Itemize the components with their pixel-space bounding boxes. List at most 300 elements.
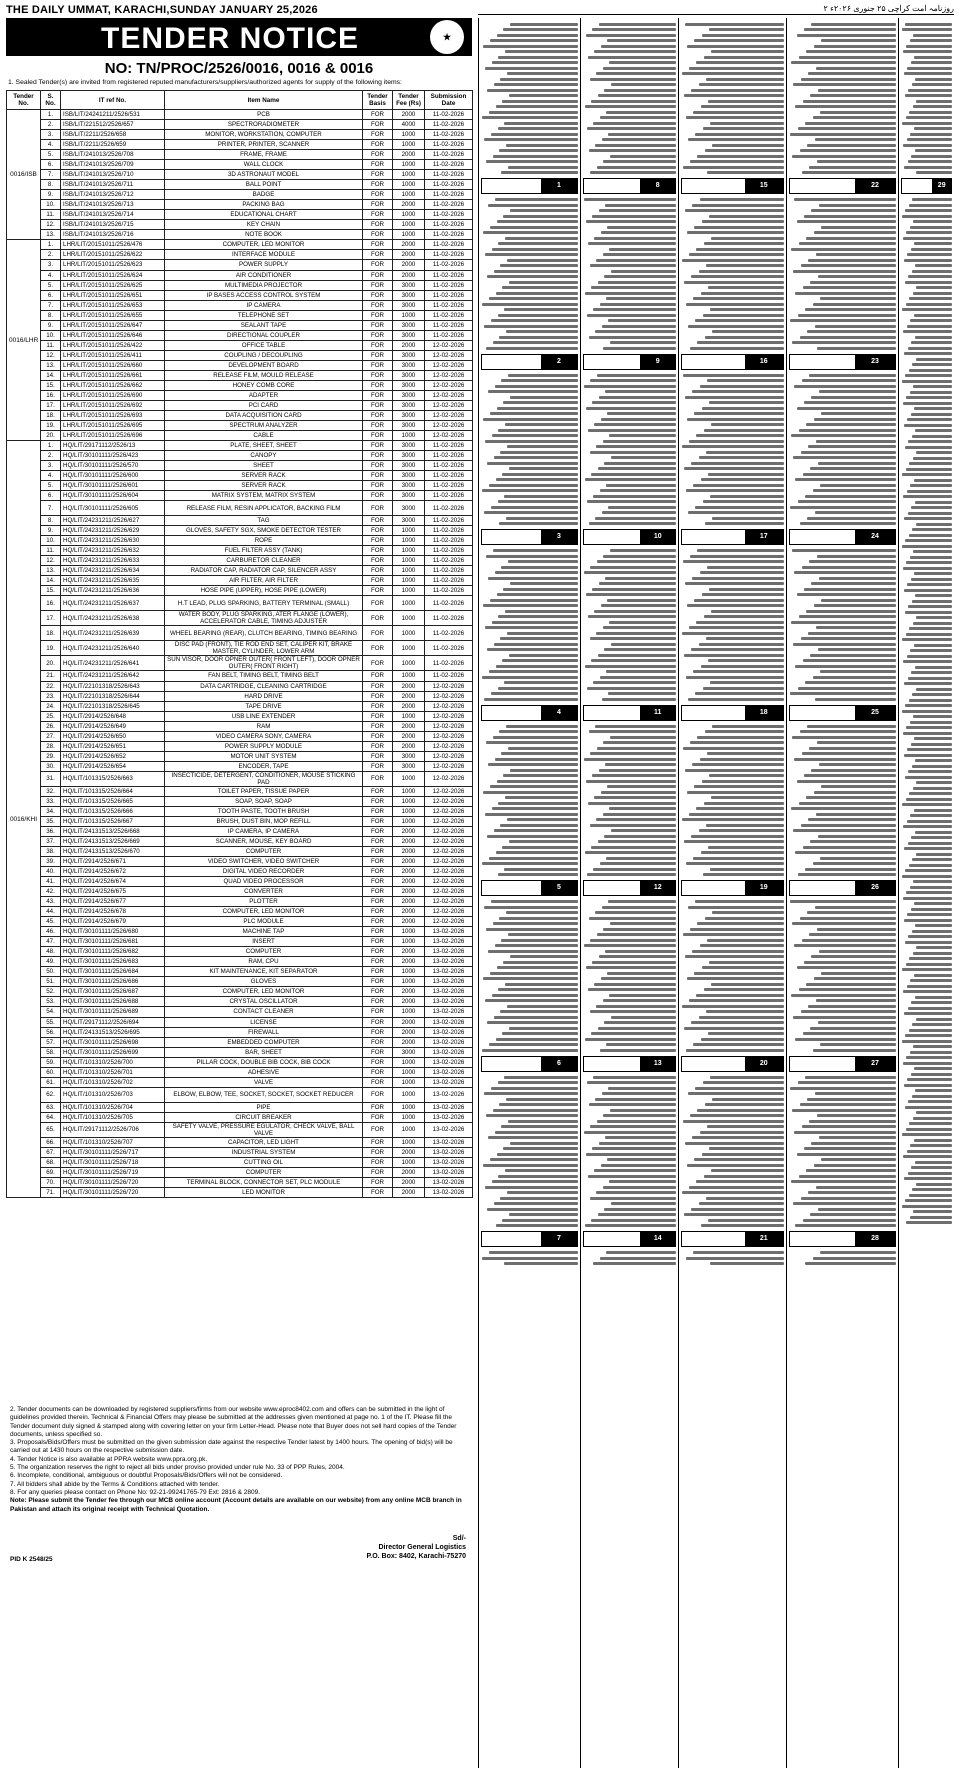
urdu-text-line <box>807 144 896 147</box>
urdu-text-line <box>699 270 784 273</box>
urdu-text-line <box>502 100 578 103</box>
tender-fee-cell: 2000 <box>393 721 425 731</box>
urdu-text-line <box>587 314 676 317</box>
urdu-text-line <box>682 445 784 448</box>
urdu-text-line <box>496 1038 578 1041</box>
table-row <box>7 967 473 977</box>
urdu-text-line <box>909 864 952 867</box>
urdu-text-line <box>711 796 784 799</box>
item-name-cell: HONEY COMB CORE <box>165 380 363 390</box>
urdu-text-line <box>604 275 676 278</box>
urdu-text-line <box>584 385 676 388</box>
table-row <box>7 180 473 190</box>
urdu-text-line <box>911 61 952 64</box>
submission-date-cell: 11-02-2026 <box>425 320 473 330</box>
it-ref-cell: HQ/LIT/2914/2526/654 <box>61 761 165 771</box>
it-ref-cell: HQ/LIT/24231211/2526/637 <box>61 596 165 611</box>
it-ref-cell: HQ/LIT/30101111/2526/719 <box>61 1167 165 1177</box>
note-item: 8. For any queries please contact on Phone No: 92-21-99241765-79 Ext: 2816 & 2809. <box>10 1488 261 1496</box>
urdu-text-line <box>588 802 676 805</box>
urdu-text-line <box>498 314 579 317</box>
table-row <box>7 400 473 410</box>
urdu-text-line <box>693 1251 784 1254</box>
urdu-text-line <box>904 847 952 850</box>
tender-basis-cell: FOR <box>363 771 393 786</box>
section-number: 13 <box>640 1057 675 1071</box>
urdu-text-line <box>803 1032 896 1035</box>
urdu-text-line <box>704 615 784 618</box>
urdu-text-line <box>609 61 676 64</box>
tender-basis-cell: FOR <box>363 927 393 937</box>
serial-cell: 24. <box>41 701 61 711</box>
it-ref-cell: HQ/LIT/30101111/2526/717 <box>61 1147 165 1157</box>
urdu-text-line <box>491 1087 578 1090</box>
urdu-text-line <box>702 966 784 969</box>
urdu-text-line <box>795 478 896 481</box>
urdu-text-line <box>685 396 784 399</box>
tender-fee-cell: 3000 <box>393 451 425 461</box>
urdu-text-line <box>505 423 578 426</box>
urdu-text-line <box>811 1142 896 1145</box>
urdu-text-line <box>695 900 784 903</box>
urdu-text-line <box>605 1136 676 1139</box>
item-name-cell: COMPUTER, LED MONITOR <box>165 907 363 917</box>
urdu-text-line <box>798 500 896 503</box>
serial-cell: 6. <box>41 160 61 170</box>
item-name-cell: MOTOR UNIT SYSTEM <box>165 751 363 761</box>
urdu-text-line <box>703 314 784 317</box>
urdu-text-line <box>697 155 784 158</box>
urdu-text-line <box>590 752 676 755</box>
table-row <box>7 556 473 566</box>
serial-cell: 70. <box>41 1177 61 1187</box>
urdu-text-line <box>913 622 952 625</box>
submission-date-cell: 13-02-2026 <box>425 1057 473 1067</box>
urdu-text-line <box>605 950 676 953</box>
urdu-text-line <box>915 501 952 504</box>
urdu-text-line <box>905 374 952 377</box>
urdu-text-line <box>483 791 578 794</box>
urdu-text-line <box>794 571 896 574</box>
serial-cell: 5. <box>41 280 61 290</box>
urdu-text-line <box>608 900 676 903</box>
note-item: 3. Proposals/Bids/Offers must be submitted on the given submission date against the respective Tender latest by 1400 hours. The opening of bid(s) will be carried out at 1430 hours on the respective submission date. <box>10 1439 453 1455</box>
urdu-text-line <box>489 1251 578 1254</box>
urdu-text-line <box>814 231 896 234</box>
urdu-text-line <box>491 900 578 903</box>
tender-fee-cell: 3000 <box>393 461 425 471</box>
urdu-text-line <box>817 741 896 744</box>
tender-fee-cell: 3000 <box>393 410 425 420</box>
submission-date-cell: 13-02-2026 <box>425 1167 473 1177</box>
urdu-section-header <box>681 529 784 545</box>
tender-basis-cell: FOR <box>363 410 393 420</box>
urdu-text-line <box>794 198 896 201</box>
urdu-text-line <box>710 868 784 871</box>
urdu-text-line <box>498 615 578 618</box>
urdu-text-line <box>902 545 952 548</box>
urdu-text-line <box>813 1049 896 1052</box>
section-number: 24 <box>855 530 895 544</box>
urdu-text-line <box>911 1073 952 1076</box>
urdu-text-line <box>908 1007 952 1010</box>
item-name-cell: COMPUTER <box>165 846 363 856</box>
urdu-text-line <box>594 237 676 240</box>
urdu-text-line <box>911 155 952 158</box>
urdu-text-line <box>916 1018 952 1021</box>
tender-fee-cell: 1000 <box>393 160 425 170</box>
urdu-text-line <box>602 511 676 514</box>
urdu-text-line <box>496 665 578 668</box>
submission-date-cell: 13-02-2026 <box>425 1112 473 1122</box>
urdu-text-line <box>791 248 896 251</box>
section-number: 6 <box>541 1057 577 1071</box>
urdu-text-line <box>590 1125 676 1128</box>
item-name-cell: SAFETY VALVE, PRESSURE EGULATOR, CHECK VALVE, BALL VALVE <box>165 1122 363 1137</box>
urdu-text-line <box>598 654 676 657</box>
tender-basis-cell: FOR <box>363 360 393 370</box>
tender-fee-cell: 1000 <box>393 596 425 611</box>
urdu-text-line <box>916 1111 952 1114</box>
urdu-text-line <box>505 1169 578 1172</box>
urdu-text-line <box>907 325 952 328</box>
section-number: 3 <box>541 530 577 544</box>
table-row <box>7 796 473 806</box>
it-ref-cell: LHR/LIT/20151011/2526/661 <box>61 370 165 380</box>
urdu-text-line <box>603 741 676 744</box>
tender-basis-cell: FOR <box>363 1037 393 1047</box>
submission-date-cell: 13-02-2026 <box>425 987 473 997</box>
tender-fee-cell: 2000 <box>393 846 425 856</box>
item-name-cell: GLOVES <box>165 977 363 987</box>
tender-basis-cell: FOR <box>363 350 393 360</box>
urdu-text-line <box>908 512 952 515</box>
submission-date-cell: 11-02-2026 <box>425 220 473 230</box>
item-name-cell: CANOPY <box>165 451 363 461</box>
submission-date-cell: 13-02-2026 <box>425 1047 473 1057</box>
urdu-text-line <box>507 1191 578 1194</box>
urdu-text-line <box>706 451 784 454</box>
urdu-text-line <box>494 456 578 459</box>
urdu-text-line <box>502 473 578 476</box>
urdu-text-line <box>488 950 578 953</box>
urdu-text-line <box>693 297 784 300</box>
urdu-text-line <box>490 226 578 229</box>
item-name-cell: COMPUTER <box>165 947 363 957</box>
tender-basis-cell: FOR <box>363 516 393 526</box>
item-name-cell: ROPE <box>165 536 363 546</box>
urdu-text-line <box>509 840 578 843</box>
urdu-text-line <box>711 423 784 426</box>
urdu-text-line <box>696 994 784 997</box>
urdu-text-line <box>814 1164 896 1167</box>
urdu-text-line <box>708 286 784 289</box>
urdu-text-line <box>791 61 896 64</box>
urdu-news-page <box>478 4 954 1768</box>
urdu-text-line <box>485 813 578 816</box>
urdu-text-line <box>605 204 676 207</box>
urdu-text-line <box>908 605 952 608</box>
urdu-text-line <box>592 961 676 964</box>
urdu-text-line <box>915 996 952 999</box>
urdu-text-line <box>693 670 784 673</box>
urdu-text-line <box>505 610 578 613</box>
urdu-text-line <box>916 451 952 454</box>
submission-date-cell: 11-02-2026 <box>425 270 473 280</box>
urdu-text-line <box>606 111 676 114</box>
tender-fee-cell: 1000 <box>393 180 425 190</box>
table-row <box>7 1102 473 1112</box>
urdu-text-line <box>906 963 952 966</box>
urdu-text-line <box>906 1221 952 1224</box>
urdu-text-line <box>604 462 676 465</box>
tender-fee-cell: 1000 <box>393 431 425 441</box>
urdu-text-line <box>707 379 784 382</box>
it-ref-cell: LHR/LIT/20151011/2526/411 <box>61 350 165 360</box>
urdu-text-line <box>906 891 952 894</box>
urdu-text-line <box>497 407 578 410</box>
title-banner <box>6 18 472 56</box>
tender-fee-cell: 2000 <box>393 1167 425 1177</box>
urdu-text-line <box>682 1005 784 1008</box>
urdu-text-line <box>805 1262 896 1265</box>
urdu-text-line <box>815 138 896 141</box>
urdu-text-line <box>501 1125 578 1128</box>
urdu-text-line <box>903 1155 952 1158</box>
tender-fee-cell: 3000 <box>393 400 425 410</box>
urdu-text-line <box>799 1175 896 1178</box>
urdu-text-line <box>686 1049 784 1052</box>
tender-fee-cell: 1000 <box>393 786 425 796</box>
it-ref-cell: LHR/LIT/20151011/2526/422 <box>61 340 165 350</box>
urdu-text-line <box>510 769 578 772</box>
intro-text: 1. Sealed Tender(s) are invited from registered reputed manufacturers/suppliers/authorized agents for supply of the following items: <box>8 79 402 86</box>
it-ref-cell: HQ/LIT/2914/2526/677 <box>61 897 165 907</box>
urdu-text-line <box>491 506 578 509</box>
item-name-cell: PILLAR COCK, DOUBLE BIB COCK, BIB COCK <box>165 1057 363 1067</box>
serial-cell: 13. <box>41 566 61 576</box>
urdu-text-line <box>706 1197 784 1200</box>
urdu-text-line <box>906 45 952 48</box>
urdu-text-line <box>501 171 578 174</box>
serial-cell: 18. <box>41 410 61 420</box>
tender-basis-cell: FOR <box>363 1077 393 1087</box>
table-row <box>7 380 473 390</box>
urdu-text-line <box>501 939 578 942</box>
urdu-text-line <box>590 824 676 827</box>
urdu-text-line <box>593 868 676 871</box>
urdu-text-line <box>508 1120 578 1123</box>
item-name-cell: INDUSTRIAL SYSTEM <box>165 1147 363 1157</box>
table-row <box>7 957 473 967</box>
tender-fee-cell: 1000 <box>393 1137 425 1147</box>
urdu-text-line <box>609 1180 676 1183</box>
serial-cell: 30. <box>41 761 61 771</box>
urdu-text-line <box>790 319 896 322</box>
urdu-text-line <box>498 802 578 805</box>
urdu-text-line <box>712 725 784 728</box>
urdu-text-line <box>814 418 896 421</box>
urdu-text-line <box>914 56 952 59</box>
tender-basis-cell: FOR <box>363 390 393 400</box>
tender-basis-cell: FOR <box>363 641 393 656</box>
section-number: 17 <box>745 530 783 544</box>
urdu-text-line <box>704 56 784 59</box>
urdu-text-line <box>908 1172 952 1175</box>
urdu-text-line <box>687 418 784 421</box>
tender-basis-cell: FOR <box>363 957 393 967</box>
urdu-text-line <box>691 1021 784 1024</box>
urdu-text-line <box>912 83 952 86</box>
urdu-text-line <box>683 933 784 936</box>
submission-date-cell: 11-02-2026 <box>425 170 473 180</box>
table-row <box>7 751 473 761</box>
urdu-text-line <box>592 401 676 404</box>
urdu-section-header <box>789 1056 896 1072</box>
tender-fee-cell: 1000 <box>393 1087 425 1102</box>
tender-fee-cell: 3000 <box>393 300 425 310</box>
tender-basis-cell: FOR <box>363 1147 393 1157</box>
tender-fee-cell: 3000 <box>393 370 425 380</box>
tender-fee-cell: 2000 <box>393 741 425 751</box>
urdu-text-line <box>589 917 676 920</box>
urdu-text-line <box>913 880 952 883</box>
submission-date-cell: 12-02-2026 <box>425 711 473 721</box>
urdu-text-line <box>791 807 896 810</box>
urdu-text-line <box>598 281 676 284</box>
urdu-text-line <box>691 89 784 92</box>
tender-fee-cell: 3000 <box>393 360 425 370</box>
urdu-text-line <box>799 242 896 245</box>
section-number: 27 <box>855 1057 895 1071</box>
urdu-text-line <box>688 1092 784 1095</box>
urdu-text-line <box>704 242 784 245</box>
tender-fee-cell: 1000 <box>393 140 425 150</box>
urdu-text-line <box>701 478 784 481</box>
urdu-text-line <box>906 726 952 729</box>
urdu-text-line <box>795 665 896 668</box>
tender-basis-cell: FOR <box>363 681 393 691</box>
urdu-text-line <box>499 522 578 525</box>
urdu-text-line <box>696 807 784 810</box>
urdu-text-line <box>605 763 676 766</box>
it-ref-cell: HQ/LIT/101315/2526/663 <box>61 771 165 786</box>
urdu-text-line <box>497 593 578 596</box>
urdu-text-line <box>510 396 578 399</box>
tender-fee-cell: 2000 <box>393 857 425 867</box>
urdu-text-line <box>913 1210 952 1213</box>
urdu-text-line <box>484 1092 578 1095</box>
urdu-text-line <box>908 1100 952 1103</box>
submission-date-cell: 11-02-2026 <box>425 626 473 641</box>
item-name-cell: FRAME, FRAME <box>165 150 363 160</box>
it-ref-cell: HQ/LIT/29171112/2526/694 <box>61 1017 165 1027</box>
urdu-text-line <box>915 149 952 152</box>
urdu-text-line <box>690 160 784 163</box>
urdu-text-line <box>805 495 896 498</box>
urdu-text-line <box>596 632 676 635</box>
urdu-text-line <box>803 473 896 476</box>
tender-basis-cell: FOR <box>363 200 393 210</box>
tender-fee-cell: 2000 <box>393 897 425 907</box>
urdu-text-line <box>791 994 896 997</box>
table-row <box>7 576 473 586</box>
urdu-text-line <box>803 286 896 289</box>
it-ref-cell: HQ/LIT/30101111/2526/682 <box>61 947 165 957</box>
tender-basis-cell: FOR <box>363 170 393 180</box>
item-name-cell: OFFICE TABLE <box>165 340 363 350</box>
urdu-text-line <box>906 231 952 234</box>
urdu-text-line <box>911 743 952 746</box>
submission-date-cell: 11-02-2026 <box>425 481 473 491</box>
urdu-text-line <box>685 769 784 772</box>
urdu-text-line <box>600 862 676 865</box>
urdu-text-line <box>902 710 952 713</box>
urdu-text-line <box>502 1219 578 1222</box>
urdu-text-line <box>820 857 896 860</box>
urdu-text-line <box>904 166 952 169</box>
urdu-text-line <box>819 1136 896 1139</box>
urdu-text-line <box>596 1005 676 1008</box>
tender-basis-cell: FOR <box>363 826 393 836</box>
urdu-text-line <box>906 1128 952 1131</box>
urdu-text-line <box>905 209 952 212</box>
urdu-text-line <box>809 560 896 563</box>
urdu-text-line <box>486 347 578 350</box>
urdu-text-line <box>912 600 952 603</box>
urdu-text-line <box>821 599 896 602</box>
submission-date-cell: 13-02-2026 <box>425 927 473 937</box>
item-name-cell: LED MONITOR <box>165 1187 363 1197</box>
submission-date-cell: 12-02-2026 <box>425 701 473 711</box>
urdu-text-line <box>693 111 784 114</box>
serial-cell: 4. <box>41 471 61 481</box>
urdu-text-line <box>483 45 578 48</box>
urdu-text-line <box>811 396 896 399</box>
submission-date-cell: 12-02-2026 <box>425 786 473 796</box>
urdu-text-line <box>495 571 578 574</box>
submission-date-cell: 11-02-2026 <box>425 240 473 250</box>
urdu-text-line <box>510 23 578 26</box>
tender-basis-cell: FOR <box>363 867 393 877</box>
table-row <box>7 917 473 927</box>
urdu-text-line <box>907 418 952 421</box>
urdu-text-line <box>701 665 784 668</box>
urdu-text-line <box>684 654 784 657</box>
serial-cell: 21. <box>41 671 61 681</box>
urdu-text-line <box>597 374 676 377</box>
urdu-text-line <box>790 133 896 136</box>
table-row <box>7 1112 473 1122</box>
urdu-text-line <box>910 556 952 559</box>
serial-cell: 3. <box>41 260 61 270</box>
urdu-text-line <box>915 264 952 267</box>
urdu-text-line <box>607 785 676 788</box>
item-name-cell: NOTE BOOK <box>165 230 363 240</box>
urdu-text-line <box>800 336 896 339</box>
urdu-text-line <box>683 1120 784 1123</box>
it-ref-cell: HQ/LIT/101310/2526/705 <box>61 1112 165 1122</box>
urdu-text-line <box>912 435 952 438</box>
urdu-text-line <box>609 994 676 997</box>
serial-cell: 1. <box>41 240 61 250</box>
it-ref-cell: HQ/LIT/24231211/2526/634 <box>61 566 165 576</box>
table-row <box>7 846 473 856</box>
urdu-text-line <box>903 825 952 828</box>
submission-date-cell: 12-02-2026 <box>425 741 473 751</box>
urdu-text-line <box>506 144 578 147</box>
table-row <box>7 997 473 1007</box>
